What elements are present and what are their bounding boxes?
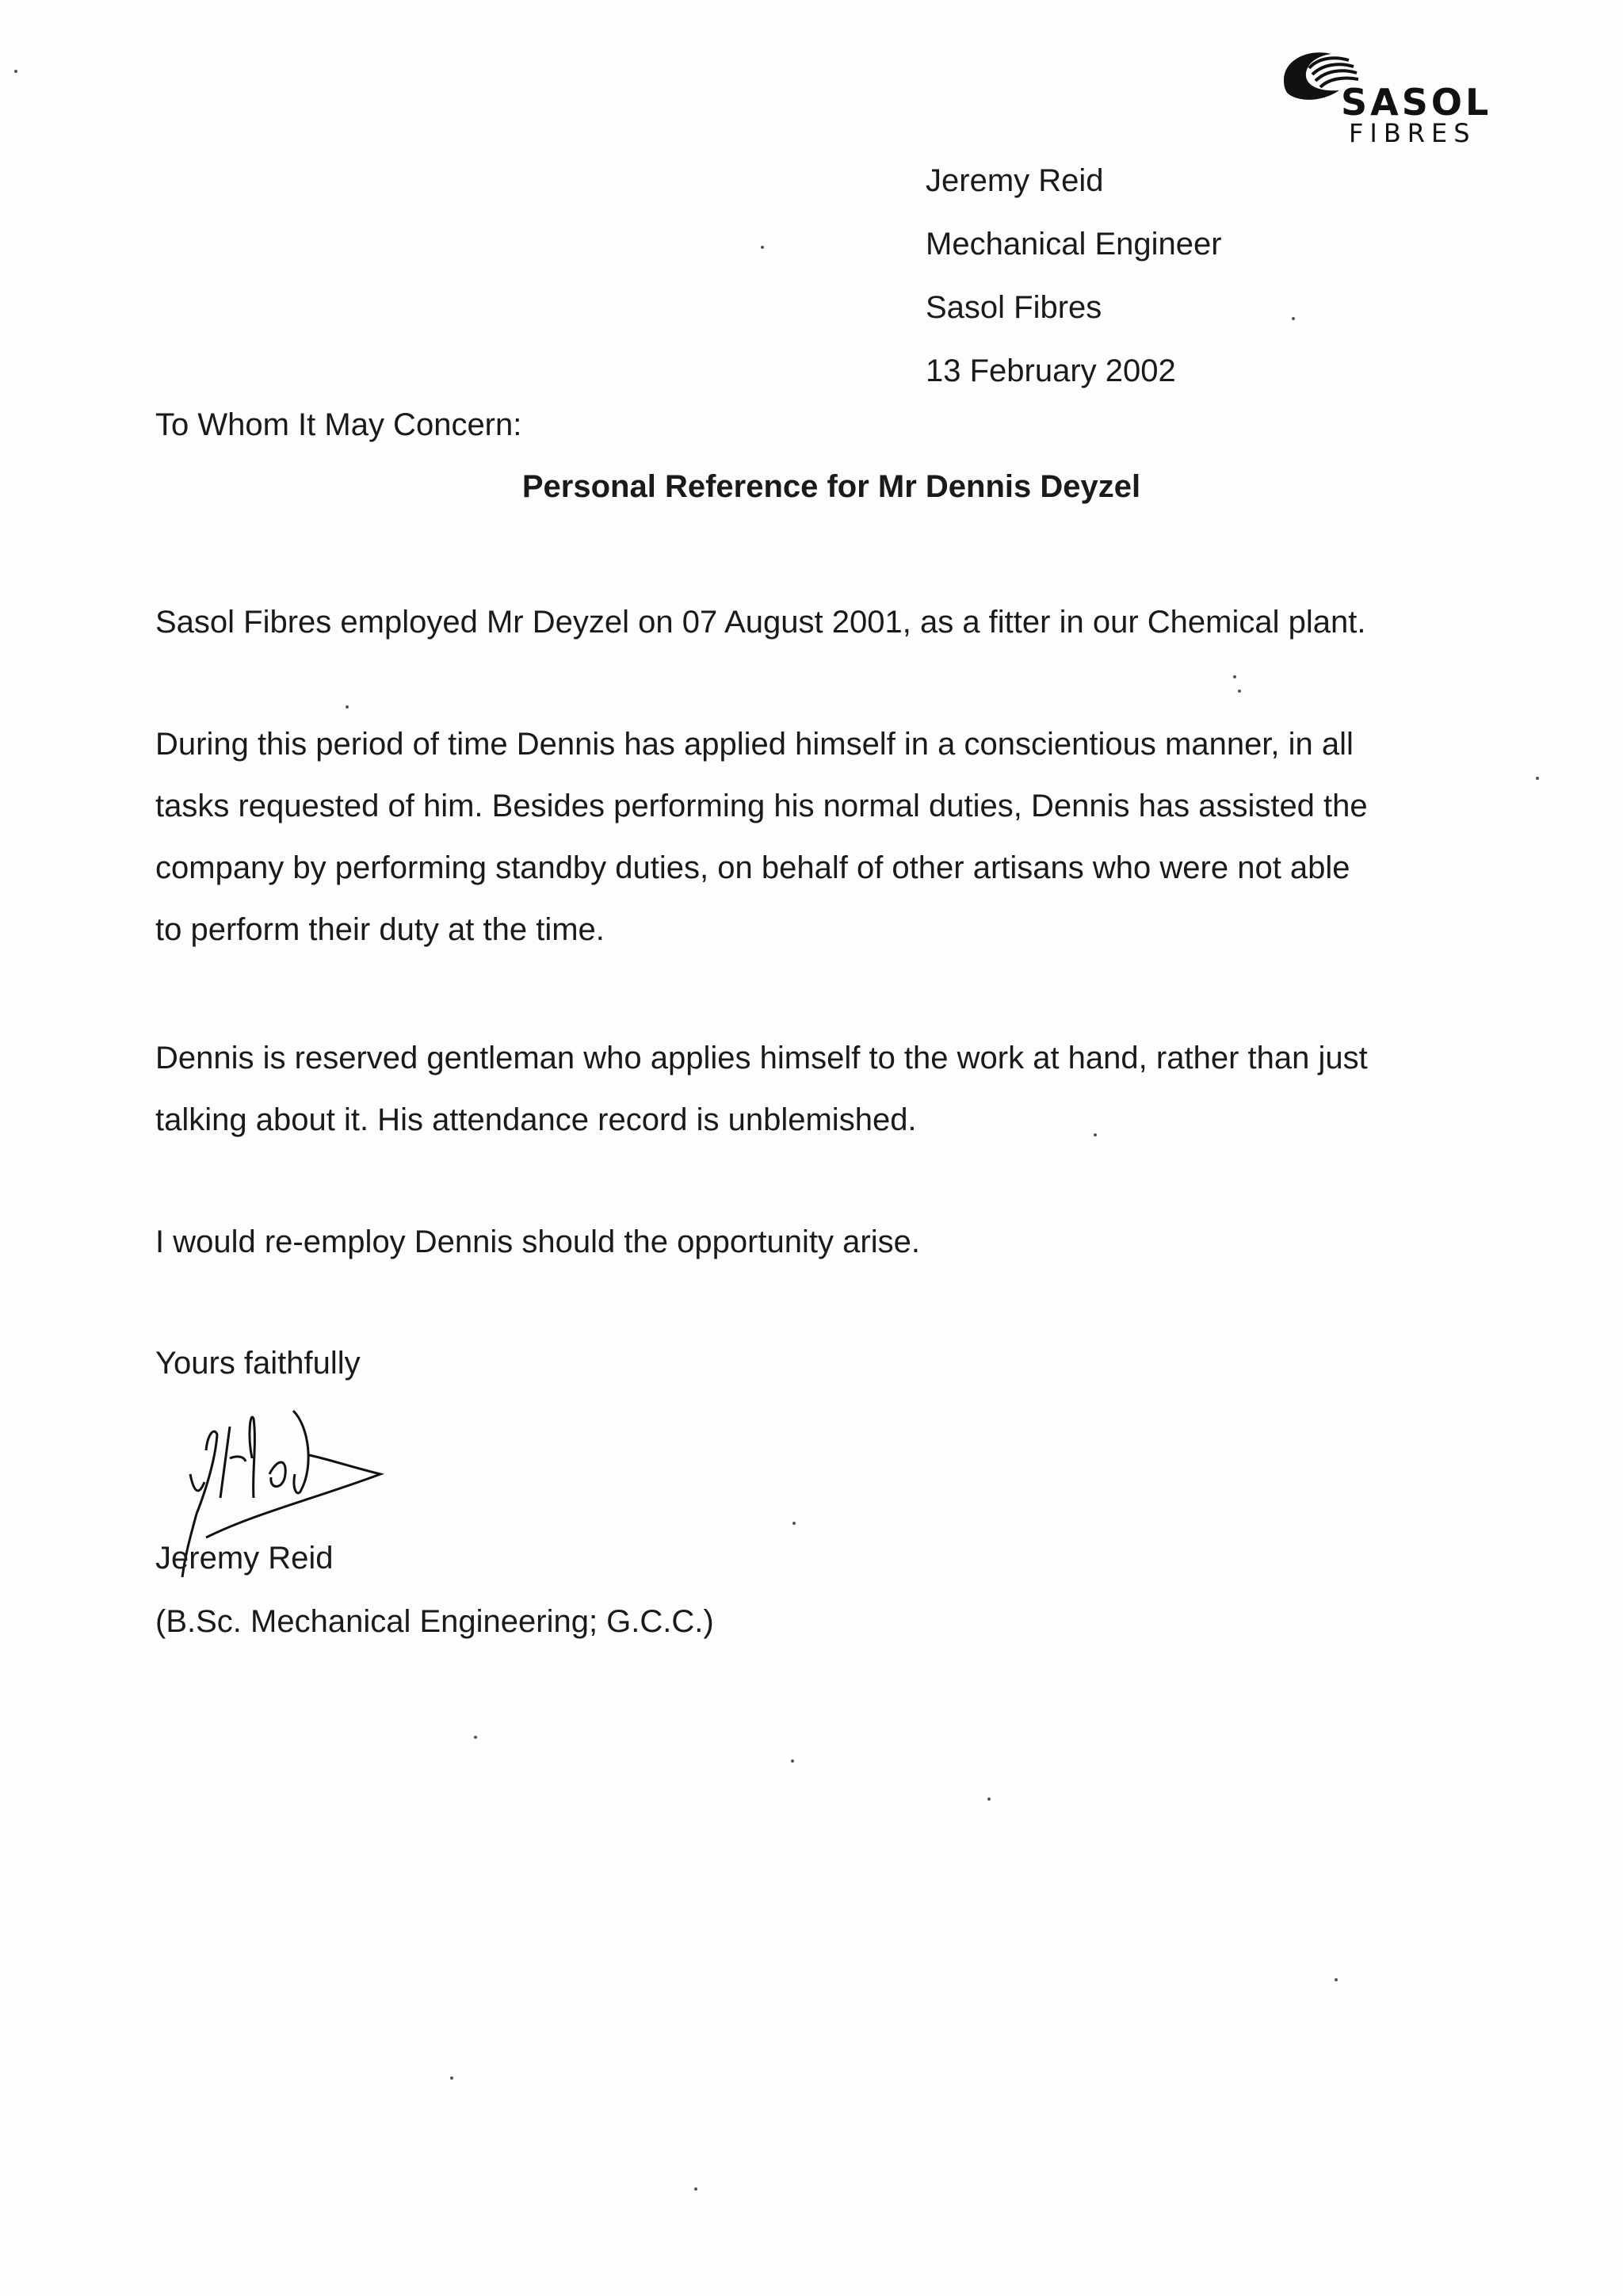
signatory-qualifications: (B.Sc. Mechanical Engineering; G.C.C.) [155,1604,714,1639]
signatory-name: Jeremy Reid [155,1541,334,1576]
paragraph-conduct [155,713,1423,961]
paragraph-recommendation [155,1211,1423,1273]
paragraph-line: Sasol Fibres employed Mr Deyzel on 07 August 2001, as a fitter in our Chemical plant. [155,605,1366,640]
paragraph-line: talking about it. His attendance record is unblemished. [155,1102,917,1137]
paragraph-employment [155,591,1423,653]
sender-block [926,149,1222,403]
scan-speck [792,1522,796,1525]
logo-brand: SASOL [1341,81,1492,124]
sender-title: Mechanical Engineer [926,227,1222,262]
scan-speck [1238,690,1241,693]
sender-name: Jeremy Reid [926,163,1104,198]
scan-speck [791,1759,794,1763]
paragraph-line: Dennis is reserved gentleman who applies himself to the work at hand, rather than just [155,1041,1368,1075]
scan-speck [1292,317,1295,320]
letter-date: 13 February 2002 [926,353,1176,388]
company-logo [1276,44,1492,148]
scan-speck [987,1797,991,1801]
salutation: To Whom It May Concern: [155,407,522,442]
scan-speck [1094,1133,1097,1137]
scan-speck [1536,777,1539,780]
scan-speck [761,246,764,249]
scan-speck [14,70,17,73]
sender-company: Sasol Fibres [926,290,1102,325]
scan-speck [694,2187,697,2191]
scan-speck [1233,675,1236,678]
paragraph-character [155,1027,1423,1151]
paragraph-line: to perform their duty at the time. [155,912,605,947]
paragraph-line: During this period of time Dennis has applied himself in a conscientious manner, in all [155,727,1354,762]
scan-speck [450,2076,453,2080]
scan-speck [474,1736,477,1739]
paragraph-line: company by performing standby duties, on behalf of other artisans who were not able [155,850,1350,885]
letter-subject: Personal Reference for Mr Dennis Deyzel [521,469,1141,504]
paragraph-line: I would re-employ Dennis should the opportunity arise. [155,1224,920,1259]
scan-speck [1335,1978,1338,1981]
paragraph-line: tasks requested of him. Besides performing his normal duties, Dennis has assisted the [155,789,1368,823]
closing: Yours faithfully [155,1346,361,1381]
logo-subtitle: FIBRES [1349,118,1476,148]
scan-speck [346,705,349,709]
